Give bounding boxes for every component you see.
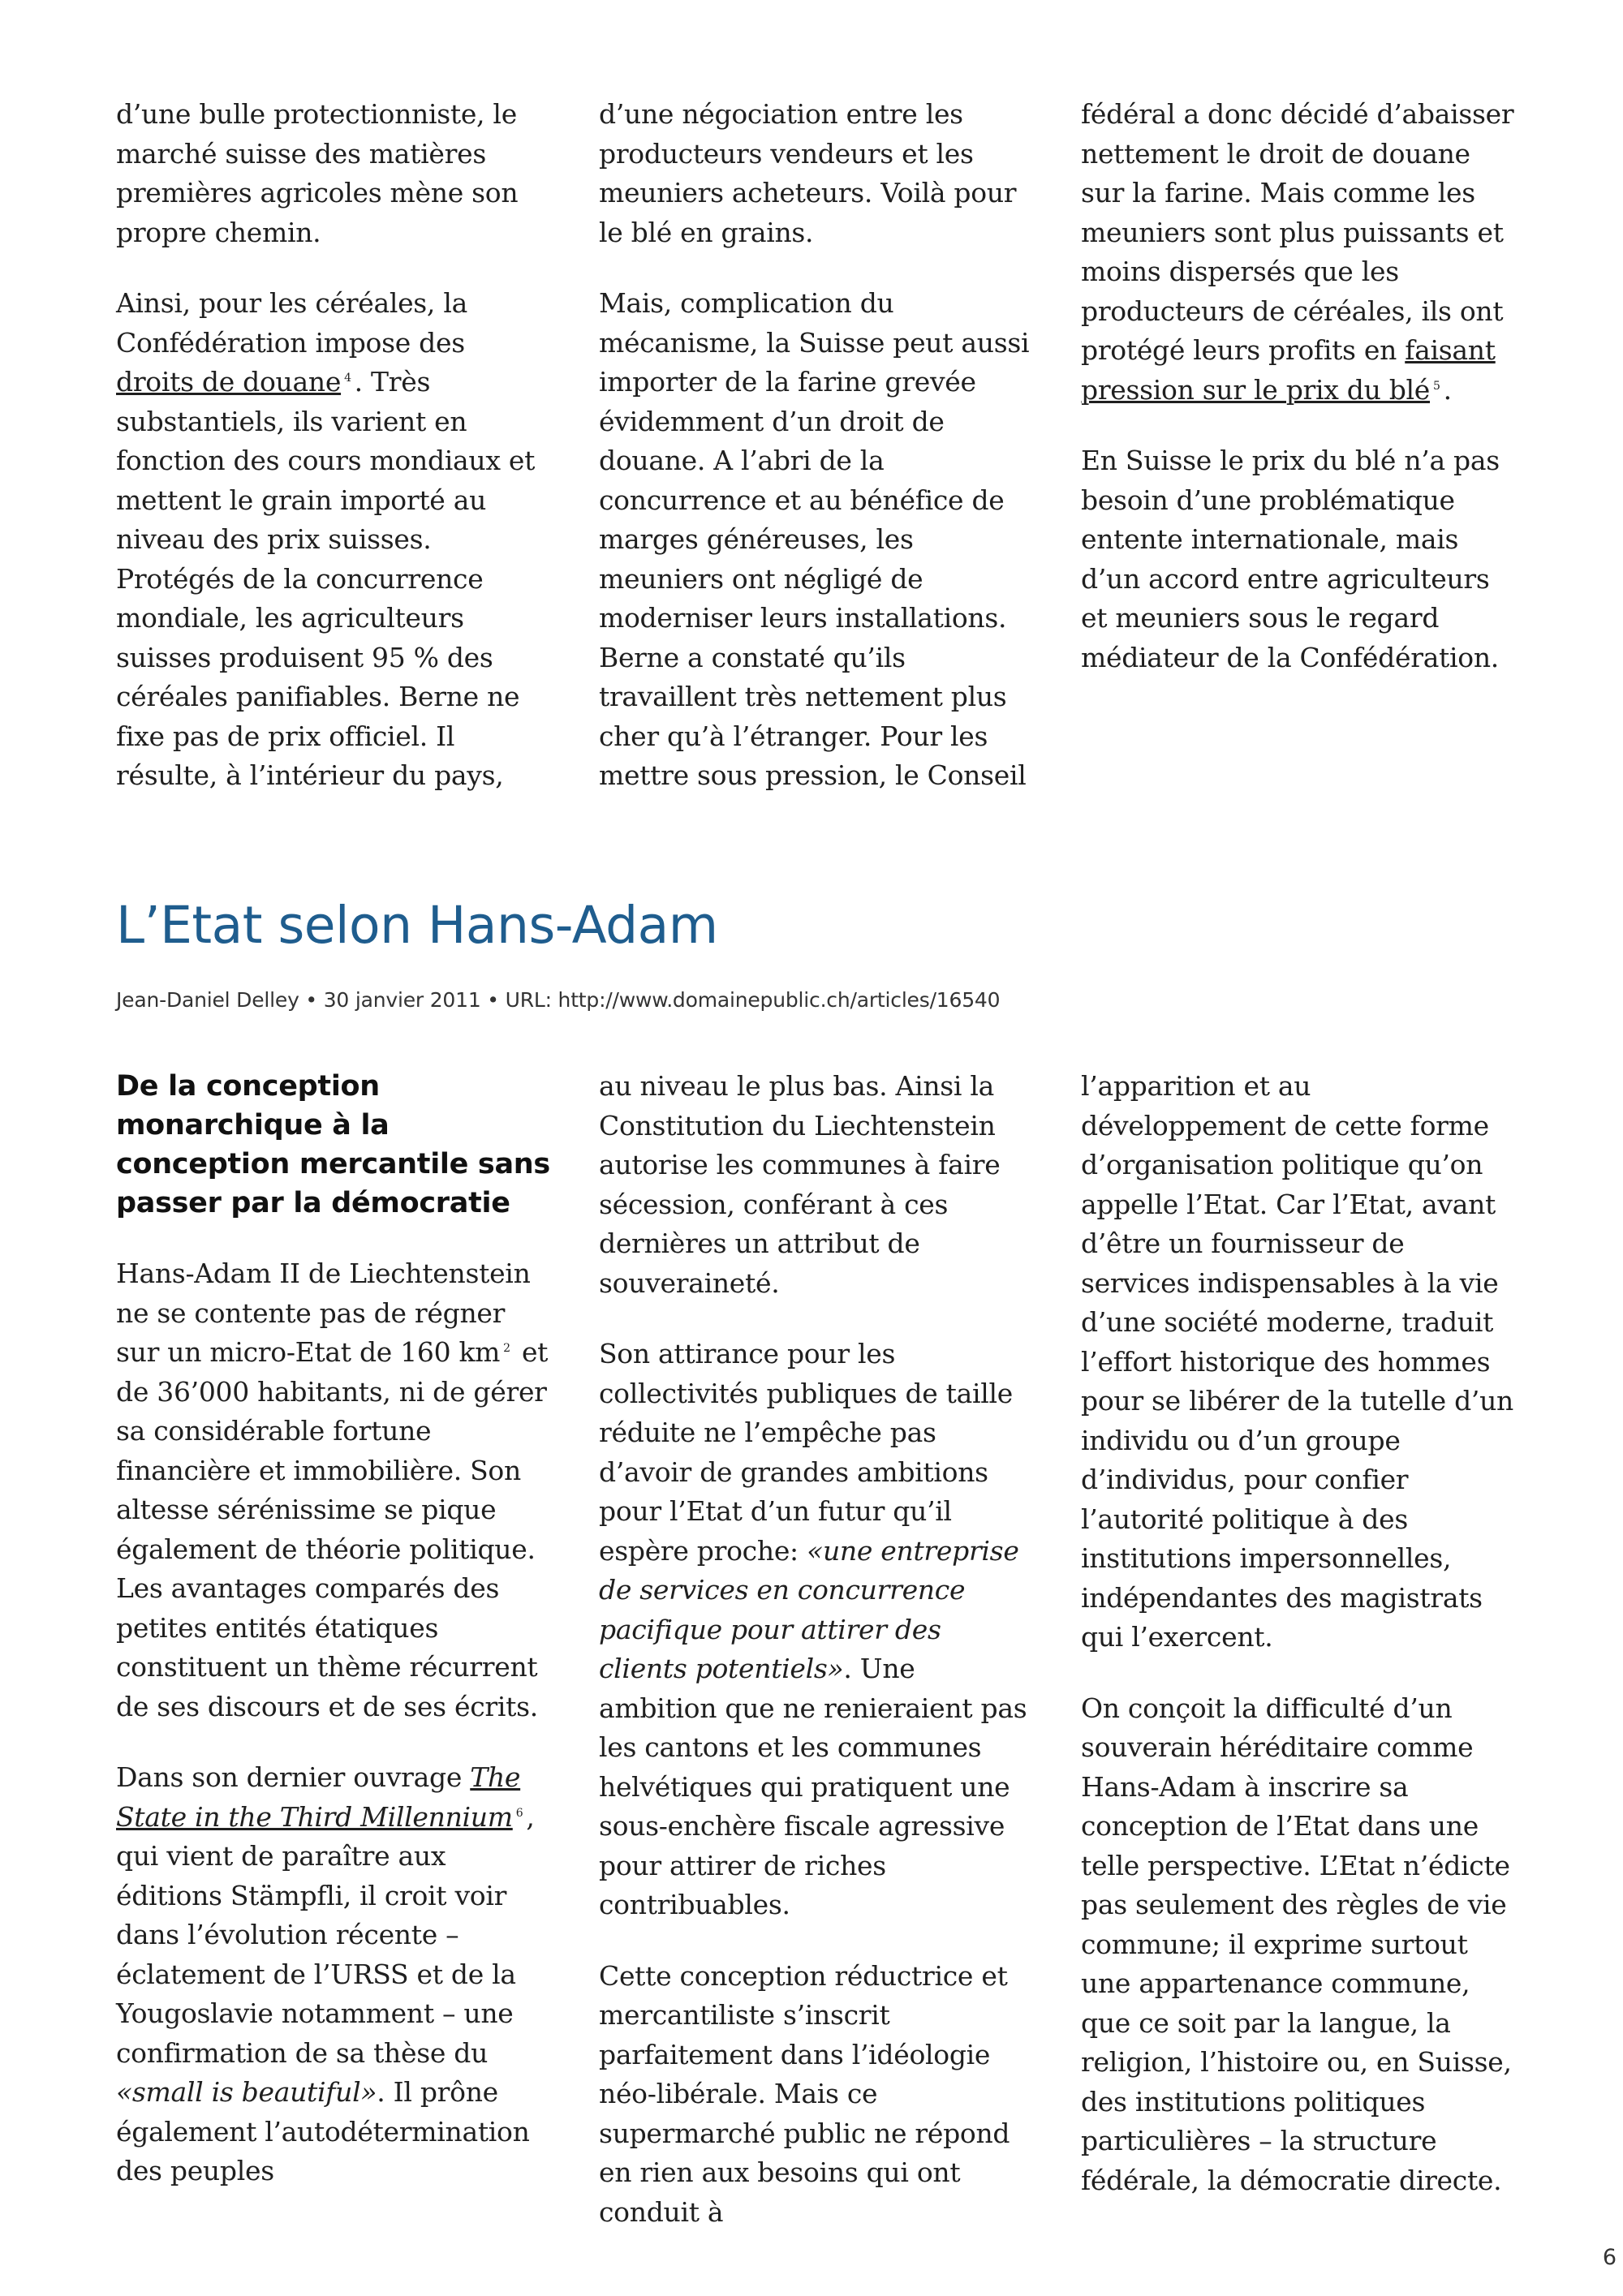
paragraph: Son attirance pour les collectivités publiques de taille réduite ne l’empêche pas d’avoir de grandes ambitions pour l’Etat d’un futur qu’il espère proche: «une entreprise de services en concurrence pacifique pour attirer des clients potentiels». Une ambition que ne renieraient pas les cantons et les communes helvétiques qui pratiquent une sous-enchère fiscale agressive pour attirer de riches contribuables. bbox=[599, 1338, 1027, 1920]
paragraph: Dans son dernier ouvrage The State in the Third Millennium $^6$ , qui vient de paraître aux éditions Stämpfli, il croit voir dans l’évolution récente – éclatement de l’URSS et de la Yougoslavie notamment – une confirmation de sa thèse du «small is beautiful». Il prône également l’autodétermination des peuples bbox=[116, 1761, 535, 2186]
article-column-3 bbox=[1081, 1067, 1515, 2232]
footnote-ref[interactable]: 5 bbox=[1433, 379, 1440, 393]
article-column-2 bbox=[599, 1067, 1033, 2264]
article-column-1 bbox=[116, 1067, 550, 2223]
superscript: 2 bbox=[503, 1342, 510, 1355]
paragraph: au niveau le plus bas. Ainsi la Constitution du Liechtenstein autorise les communes à faire sécession, conférant à ces dernières un attribut de souveraineté. bbox=[599, 1070, 1001, 1299]
paragraph: fédéral a donc décidé d’abaisser nettement le droit de douane sur la farine. Mais comme les meuniers sont plus puissants et moins dispersés que les producteurs de céréales, ils ont protégé leurs profits en faisant pression sur le prix du blé $^5$ . bbox=[1081, 98, 1514, 406]
paragraph: Ainsi, pour les céréales, la Confédération impose des droits de douane $^4$ . Très substantiels, ils varient en fonction des cours mondiaux et mettent le grain importé au niveau des prix suisses. Protégés de la concurrence mondiale, les agriculteurs suisses produisent 95 % des céréales panifiables. Berne ne fixe pas de prix officiel. Il résulte, à l’intérieur du pays, bbox=[116, 287, 536, 791]
paragraph: Hans-Adam II de Liechtenstein ne se contente pas de régner sur un micro-Etat de 160 km $^2$ et de 36’000 habitants, ni de gérer sa considérable fortune financière et immobilière. Son altesse sérénissime se pique également de théorie politique. Les avantages comparés des petites entités étatiques constituent un thème récurrent de ses discours et de ses écrits. bbox=[116, 1258, 549, 1722]
paragraph: En Suisse le prix du blé n’a pas besoin d’une problématique entente internationale, mais d’un accord entre agriculteurs et meuniers sous le regard médiateur de la Confédération. bbox=[1081, 445, 1500, 673]
paragraph: d’une négociation entre les producteurs vendeurs et les meuniers acheteurs. Voilà pour le blé en grains. bbox=[599, 98, 1017, 248]
footnote-ref[interactable]: 4 bbox=[344, 372, 351, 385]
article-subhead: De la conception monarchique à la conception mercantile sans passer par la démocratie bbox=[116, 1070, 550, 1219]
page-number: 6 bbox=[1602, 2245, 1617, 2270]
paragraph: Mais, complication du mécanisme, la Suisse peut aussi importer de la farine grevée évidemment d’un droit de douane. A l’abri de la concurrence et au bénéfice de marges généreuses, les meuniers ont négligé de moderniser leurs installations. Berne a constaté qu’ils travaillent très nettement plus cher qu’à l’étranger. Pour les mettre sous pression, le Conseil bbox=[599, 287, 1030, 791]
paragraph: Cette conception réductrice et mercantiliste s’inscrit parfaitement dans l’idéologie néo-libérale. Mais ce supermarché public ne répond en rien aux besoins qui ont conduit à bbox=[599, 1959, 1010, 2228]
paragraph: d’une bulle protectionniste, le marché suisse des matières premières agricoles mène son propre chemin. bbox=[116, 98, 519, 248]
paragraph: On conçoit la difficulté d’un souverain héréditaire comme Hans-Adam à inscrire sa conception de l’Etat dans une telle perspective. L’Etat n’édicte pas seulement des règles de vie commune; il exprime surtout une appartenance commune, que ce soit par la langue, la religion, l’histoire ou, en Suisse, des institutions politiques particulières – la structure fédérale, la démocratie directe. bbox=[1081, 1692, 1512, 2196]
article-meta: Jean-Daniel Delley • 30 janvier 2011 • URL: http://www.domainepublic.ch/articles/16540 bbox=[116, 988, 1001, 1012]
link-droits-de-douane[interactable]: droits de douane bbox=[116, 366, 342, 398]
link-prix-du-ble[interactable]: faisant pression sur le prix du blé bbox=[1081, 334, 1496, 406]
paragraph: l’apparition et au développement de cette forme d’organisation politique qu’on appelle l’Etat. Car l’Etat, avant d’être un fournisseur de services indispensables à la vie d’une société moderne, traduit l’effort historique des hommes pour se libérer de la tutelle d’un individu ou d’un groupe d’individus, pour confier l’autorité politique à des institutions impersonnelles, indépendantes des magistrats qui l’exercent. bbox=[1081, 1070, 1514, 1653]
top-column-1 bbox=[116, 95, 550, 828]
top-column-2 bbox=[599, 95, 1033, 828]
article-title: L’Etat selon Hans-Adam bbox=[116, 896, 718, 955]
top-column-3 bbox=[1081, 95, 1515, 709]
link-book-title[interactable]: The State in the Third Millennium bbox=[116, 1761, 521, 1833]
footnote-ref[interactable]: 6 bbox=[515, 1806, 523, 1820]
